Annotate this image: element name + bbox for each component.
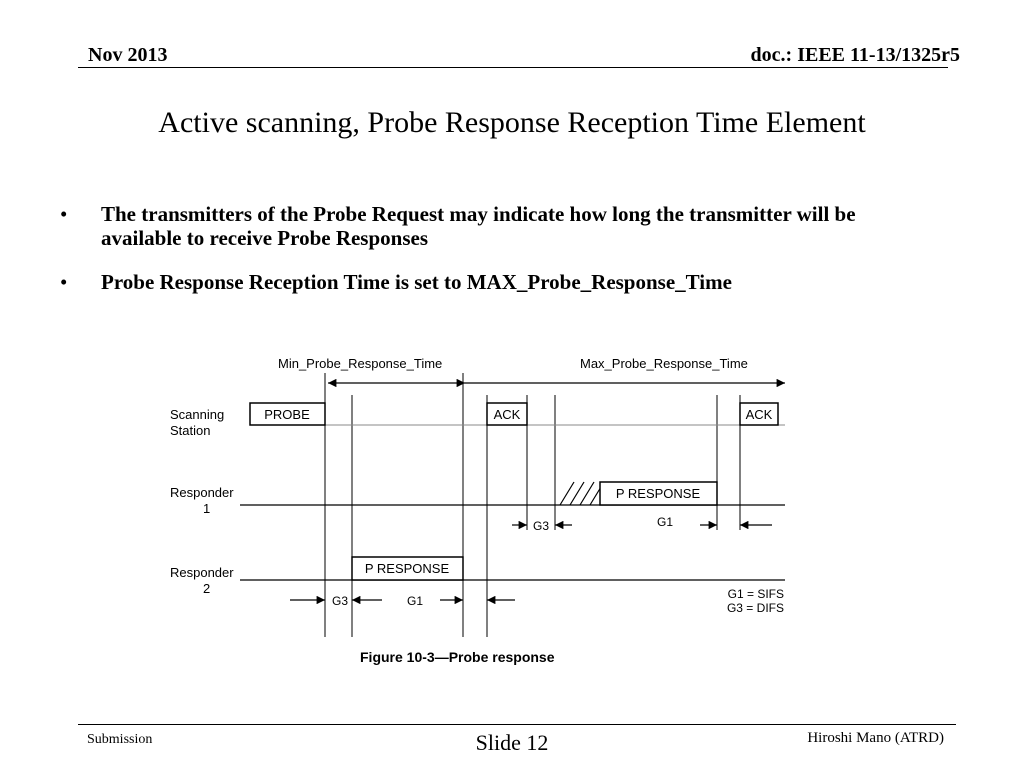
probe-response-frame-label: P RESPONSE bbox=[615, 486, 701, 501]
footer-author: Hiroshi Mano (ATRD) bbox=[807, 730, 944, 746]
bullet-text: The transmitters of the Probe Request may indicate how long the transmitter will be available to receive Probe Responses bbox=[101, 202, 856, 250]
figure-caption: Figure 10-3—Probe response bbox=[360, 649, 555, 665]
ack-frame-label: ACK bbox=[493, 407, 521, 422]
bullet-marker: • bbox=[60, 202, 68, 226]
g3-gap-label: G3 bbox=[331, 594, 349, 608]
header-divider bbox=[78, 67, 948, 68]
g1-gap-label: G1 bbox=[406, 594, 424, 608]
max-time-label: Max_Probe_Response_Time bbox=[580, 356, 748, 371]
responder-1-label: 1 bbox=[203, 501, 211, 516]
slide-number: Slide 12 bbox=[475, 730, 549, 755]
bullet-text: Probe Response Reception Time is set to MAX_Probe_Response_Time bbox=[101, 270, 732, 294]
legend-g3: G3 = DIFS bbox=[726, 601, 784, 615]
header-doc-id: doc.: IEEE 11-13/1325r5 bbox=[750, 44, 960, 66]
g3-gap-label: G3 bbox=[532, 519, 550, 533]
scanning-station-label: Station bbox=[170, 423, 211, 438]
slide-title: Active scanning, Probe Response Reception Time Element bbox=[158, 106, 866, 139]
bullet-list bbox=[60, 202, 940, 314]
probe-frame-label: PROBE bbox=[264, 407, 310, 422]
header-date: Nov 2013 bbox=[88, 44, 168, 66]
timing-diagram bbox=[160, 345, 800, 675]
responder-1-label: Responder bbox=[170, 485, 234, 500]
bullet-marker: • bbox=[60, 270, 68, 294]
responder-2-label: 2 bbox=[203, 581, 211, 596]
g1-gap-label: G1 bbox=[656, 515, 674, 529]
bullet-item bbox=[60, 270, 940, 294]
probe-response-figure bbox=[160, 345, 800, 675]
footer-submission: Submission bbox=[87, 732, 153, 747]
responder-2-label: Responder bbox=[170, 565, 234, 580]
backoff-hatch bbox=[560, 482, 604, 505]
bullet-item bbox=[60, 202, 940, 250]
probe-response-frame-label: P RESPONSE bbox=[364, 561, 450, 576]
scanning-station-label: Scanning bbox=[170, 407, 225, 422]
legend-g1: G1 = SIFS bbox=[727, 587, 784, 601]
ack-frame-label: ACK bbox=[745, 407, 773, 422]
min-time-label: Min_Probe_Response_Time bbox=[278, 356, 443, 371]
footer-divider bbox=[78, 724, 956, 725]
